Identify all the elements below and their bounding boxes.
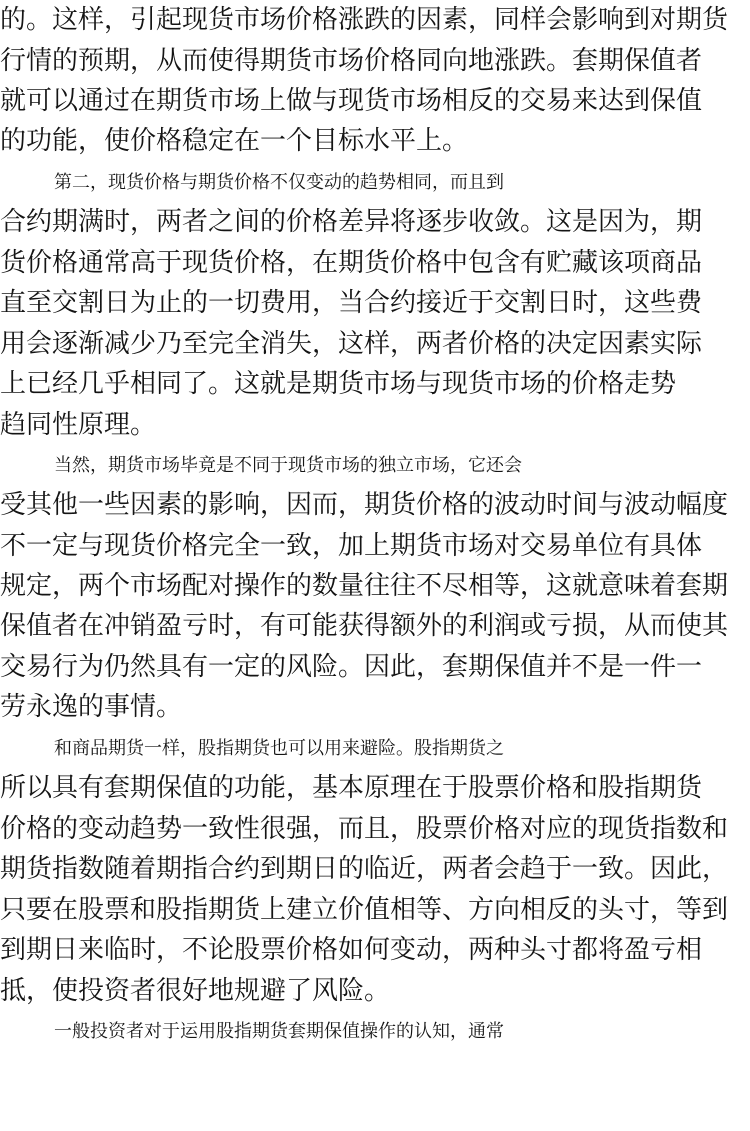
text-line: 货价格通常高于现货价格，在期货价格中包含有贮藏该项商品 [0,248,703,278]
text-line: 劳永逸的事情。 [0,692,183,722]
text-line: 交易行为仍然具有一定的风险。因此，套期保值并不是一件一 [0,652,703,682]
text-line: 的。这样，引起现货市场价格涨跌的因素，同样会影响到对期货 [0,5,729,35]
text-line: 只要在股票和股指期货上建立价值相等、方向相反的头寸，等到 [0,895,729,925]
text-line: 用会逐渐减少乃至完全消失，这样，两者价格的决定因素实际 [0,329,703,359]
text-line: 期货指数随着期指合约到期日的临近，两者会趋于一致。因此， [0,854,729,884]
paragraph-first-line: 一般投资者对于运用股指期货套期保值操作的认知，通常 [54,1021,504,1042]
text-line: 规定，两个市场配对操作的数量往往不尽相等，这就意味着套期 [0,571,729,601]
text-line: 保值者在冲销盈亏时，有可能获得额外的利润或亏损，从而使其 [0,611,729,641]
text-line: 趋同性原理。 [0,410,157,440]
text-line: 价格的变动趋势一致性很强，而且，股票价格对应的现货指数和 [0,814,729,844]
paragraph-first-line: 当然，期货市场毕竟是不同于现货市场的独立市场，它还会 [54,455,522,476]
text-line: 行情的预期，从而使得期货市场价格同向地涨跌。套期保值者 [0,46,703,76]
paragraph-first-line: 和商品期货一样，股指期货也可以用来避险。股指期货之 [54,738,504,759]
text-line: 的功能，使价格稳定在一个目标水平上。 [0,126,469,156]
text-line: 合约期满时，两者之间的价格差异将逐步收敛。这是因为，期 [0,207,703,237]
text-line: 就可以通过在期货市场上做与现货市场相反的交易来达到保值 [0,86,703,116]
text-line: 到期日来临时，不论股票价格如何变动，两种头寸都将盈亏相 [0,935,703,965]
text-line: 抵，使投资者很好地规避了风险。 [0,976,391,1006]
text-line: 上已经几乎相同了。这就是期货市场与现货市场的价格走势 [0,369,677,399]
paragraph-first-line: 第二，现货价格与期货价格不仅变动的趋势相同，而且到 [54,172,504,193]
text-line: 直至交割日为止的一切费用，当合约接近于交割日时，这些费 [0,288,703,318]
text-line: 不一定与现货价格完全一致，加上期货市场对交易单位有具体 [0,531,703,561]
text-line: 所以具有套期保值的功能，基本原理在于股票价格和股指期货 [0,773,703,803]
text-line: 受其他一些因素的影响，因而，期货价格的波动时间与波动幅度 [0,490,729,520]
